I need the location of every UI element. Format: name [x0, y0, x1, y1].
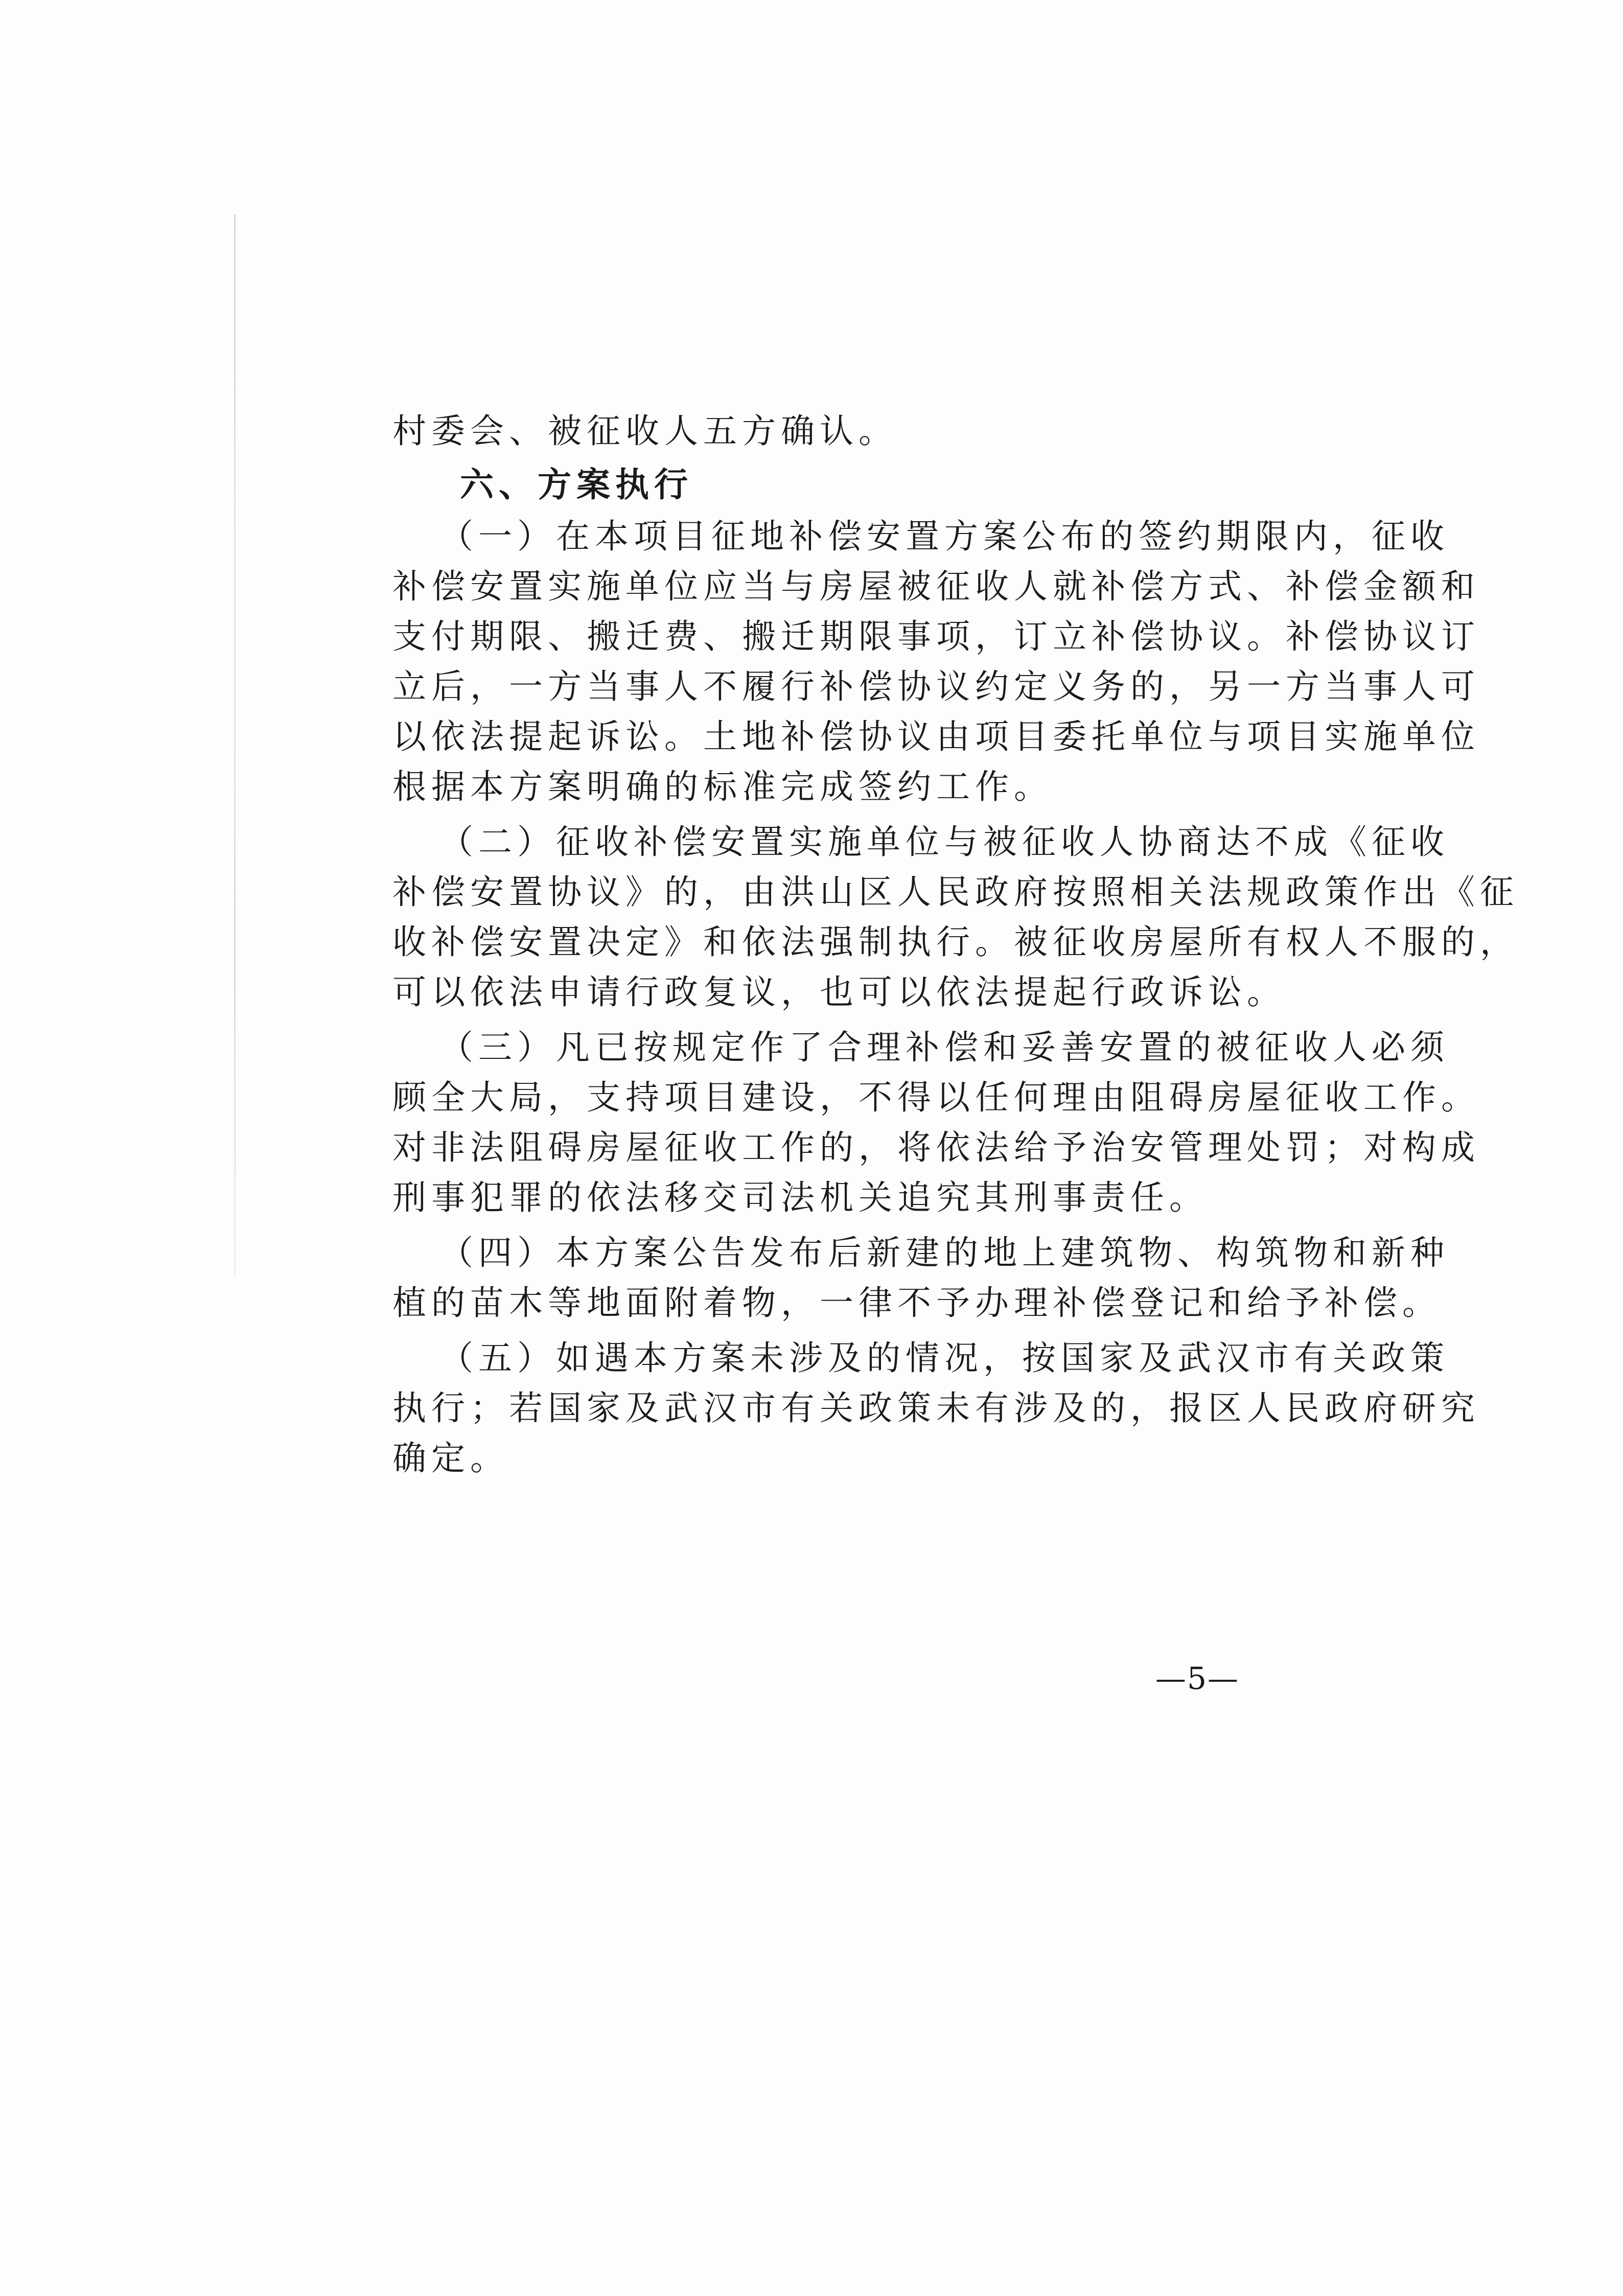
text-line: 以依法提起诉讼。土地补偿协议由项目委托单位与项目实施单位 — [392, 717, 1480, 756]
text-line: 村委会、被征收人五方确认。 — [392, 411, 897, 451]
paragraph-start: （五）如遇本方案未涉及的情况，按国家及武汉市有关政策 — [439, 1338, 1449, 1378]
page-number: —5— — [1155, 1661, 1239, 1697]
text-line: 顾全大局，支持项目建设，不得以任何理由阻碍房屋征收工作。 — [392, 1078, 1480, 1117]
paragraph-start: （二）征收补偿安置实施单位与被征收人协商达不成《征收 — [439, 822, 1449, 862]
binding-margin-line — [234, 215, 236, 1278]
text-line: 植的苗木等地面附着物，一律不予办理补偿登记和给予补偿。 — [392, 1283, 1441, 1323]
text-line: 对非法阻碍房屋征收工作的，将依法给予治安管理处罚；对构成 — [392, 1128, 1480, 1167]
text-line: 确定。 — [392, 1439, 509, 1478]
text-line: 收补偿安置决定》和依法强制执行。被征收房屋所有权人不服的， — [392, 922, 1519, 962]
paragraph-start: （三）凡已按规定作了合理补偿和妥善安置的被征收人必须 — [439, 1028, 1449, 1067]
text-line: 立后，一方当事人不履行补偿协议约定义务的，另一方当事人可 — [392, 667, 1480, 706]
section-heading: 六、方案执行 — [460, 465, 693, 504]
text-line: 可以依法申请行政复议，也可以依法提起行政诉讼。 — [392, 972, 1286, 1012]
text-line: 执行；若国家及武汉市有关政策未有涉及的，报区人民政府研究 — [392, 1388, 1480, 1428]
document-body — [392, 406, 1519, 1483]
text-line: 根据本方案明确的标准完成签约工作。 — [392, 767, 1053, 806]
paragraph-start: （四）本方案公告发布后新建的地上建筑物、构筑物和新种 — [439, 1233, 1449, 1272]
text-line: 补偿安置实施单位应当与房屋被征收人就补偿方式、补偿金额和 — [392, 567, 1480, 606]
text-line: 支付期限、搬迁费、搬迁期限事项，订立补偿协议。补偿协议订 — [392, 617, 1480, 656]
text-line: 刑事犯罪的依法移交司法机关追究其刑事责任。 — [392, 1178, 1208, 1217]
paragraph-start: （一）在本项目征地补偿安置方案公布的签约期限内，征收 — [439, 517, 1449, 556]
text-line: 补偿安置协议》的，由洪山区人民政府按照相关法规政策作出《征 — [392, 872, 1519, 912]
